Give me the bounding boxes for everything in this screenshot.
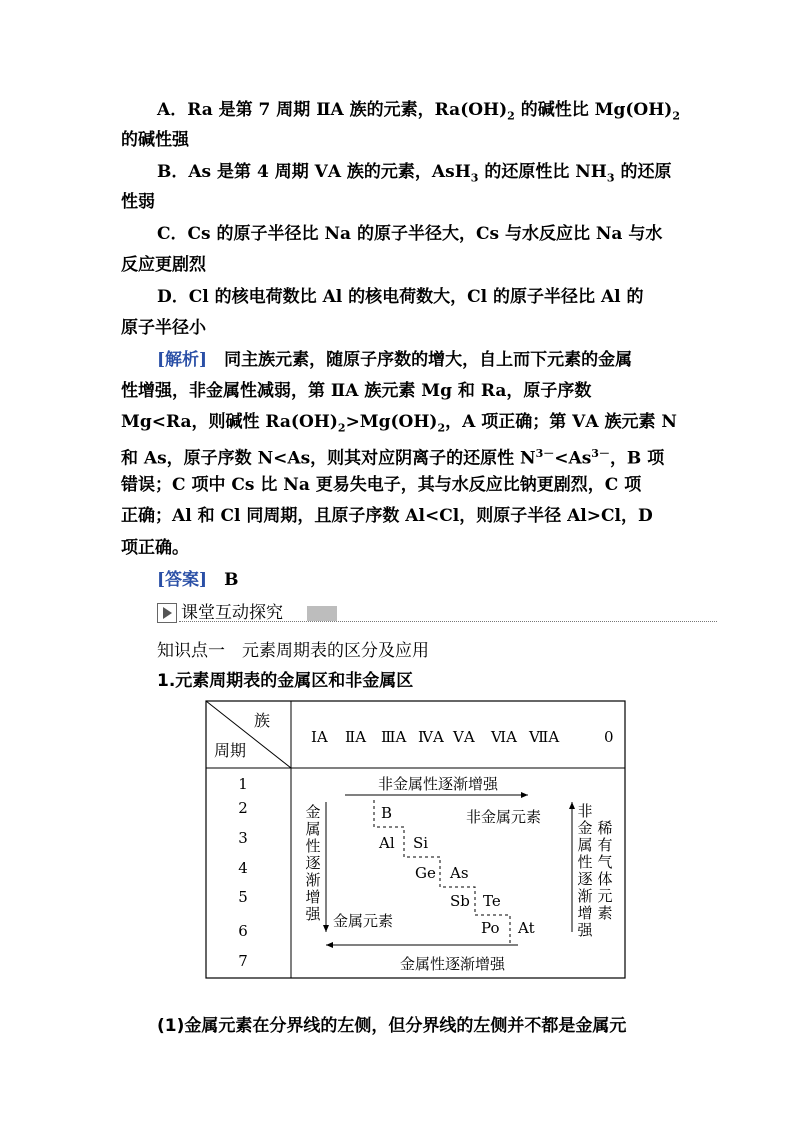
section-title: 课堂互动探究 [181, 603, 283, 623]
option-b-line-2: 性弱 [121, 192, 155, 212]
svg-text:金: 金 [577, 819, 593, 837]
element-symbol: Te [483, 892, 501, 910]
svg-text:渐: 渐 [305, 871, 321, 889]
analysis-line-1: [解析] 同主族元素，随原子序数的增大，自上而下元素的金属 [157, 350, 633, 370]
group-header: 0 [604, 728, 614, 746]
analysis-line-4: 和 As，原子序数 N<As，则其对应阴离子的还原性 $N^{3-}<As^{3-}$，B 项 [121, 447, 665, 469]
svg-text:性: 性 [305, 837, 321, 855]
period-number: 7 [238, 952, 248, 970]
element-symbol: As [450, 864, 469, 882]
element-symbol: Ge [415, 864, 436, 882]
noble-gas-label [597, 819, 612, 922]
group-header: ⅤA [453, 728, 475, 746]
option-d-line-1: D．Cl 的核电荷数比 Al 的核电荷数大，Cl 的原子半径比 Al 的 [157, 287, 644, 307]
period-number: 4 [238, 859, 248, 877]
element-symbol: Al [379, 834, 395, 852]
option-c-line-1: C．Cs 的原子半径比 Na 的原子半径大，Cs 与水反应比 Na 与水 [157, 224, 663, 244]
option-c-line-2: 反应更剧烈 [121, 255, 206, 275]
group-header: ⅡA [345, 728, 367, 746]
period-number: 6 [238, 922, 248, 940]
corner-period-label: 周期 [214, 741, 247, 760]
analysis-line-7: 项正确。 [121, 538, 189, 558]
analysis-line-6: 正确；Al 和 Cl 同周期，且原子序数 Al<Cl，则原子半径 Al>Cl，D [121, 506, 653, 526]
analysis-tag: [解析] [157, 350, 208, 370]
svg-text:渐: 渐 [577, 887, 593, 905]
svg-text:有: 有 [597, 836, 613, 854]
subheading: 1.元素周期表的金属区和非金属区 [157, 671, 414, 691]
svg-text:元: 元 [597, 887, 613, 905]
group-header: ⅦA [529, 728, 560, 746]
footer-line: (1)金属元素在分界线的左侧，但分界线的左侧并不都是金属元 [157, 1016, 627, 1036]
svg-text:强: 强 [577, 921, 593, 939]
period-numbers [238, 775, 248, 970]
analysis-line-2: 性增强，非金属性减弱，第 ⅡA 族元素 Mg 和 Ra，原子序数 [121, 381, 592, 401]
svg-text:属: 属 [577, 836, 593, 854]
bottom-arrow-label: 金属性逐渐增强 [400, 955, 506, 973]
period-number: 3 [238, 829, 248, 847]
group-header: ⅢA [381, 728, 407, 746]
element-symbol: At [518, 919, 535, 937]
svg-text:强: 强 [305, 905, 321, 923]
option-d-line-2: 原子半径小 [121, 318, 206, 338]
nonmetal-label: 非金属元素 [466, 808, 542, 826]
left-vertical-label [305, 803, 321, 923]
svg-text:体: 体 [597, 870, 613, 888]
svg-text:属: 属 [305, 820, 321, 838]
svg-text:气: 气 [597, 853, 613, 871]
answer-value: B [224, 570, 239, 590]
svg-text:素: 素 [597, 904, 613, 922]
element-symbol: B [381, 804, 393, 822]
analysis-line-3: Mg<Ra，则碱性 $Ra(OH)_2>Mg(OH)_2$，A 项正确；第 ⅤA 族元素 N [121, 412, 677, 435]
element-symbol: Po [481, 919, 500, 937]
group-header: ⅥA [491, 728, 517, 746]
svg-text:稀: 稀 [597, 819, 613, 837]
answer-tag: [答案] [157, 570, 208, 590]
svg-text:性: 性 [577, 853, 593, 871]
period-number: 2 [238, 799, 248, 817]
svg-text:增: 增 [577, 904, 593, 922]
knowledge-point-title: 知识点一 元素周期表的区分及应用 [157, 641, 429, 661]
svg-text:非: 非 [577, 802, 593, 820]
element-symbol: Si [413, 834, 429, 852]
corner-group-label: 族 [254, 711, 271, 730]
option-a-line-2: 的碱性强 [121, 130, 189, 150]
period-number: 5 [238, 888, 248, 906]
svg-text:逐: 逐 [305, 854, 321, 872]
group-header: ⅣA [418, 728, 444, 746]
option-a-line-1: A．Ra 是第 7 周期 ⅡA 族的元素，$Ra(OH)_2$ 的碱性比 $Mg(OH)_2$ [157, 100, 680, 123]
top-arrow-label: 非金属性逐渐增强 [378, 775, 499, 793]
analysis-line-5: 错误；C 项中 Cs 比 Na 更易失电子，其与水反应比钠更剧烈，C 项 [121, 475, 642, 495]
svg-text:增: 增 [305, 888, 321, 906]
element-symbol: Sb [450, 892, 470, 910]
metal-label: 金属元素 [333, 912, 394, 930]
svg-text:逐: 逐 [577, 870, 593, 888]
period-number: 1 [238, 775, 248, 793]
group-header: ⅠA [311, 728, 328, 746]
option-b-line-1: B．As 是第 4 周期 ⅤA 族的元素，AsH$_3$ 的还原性比 $NH_3$ 的还原 [157, 162, 672, 185]
right-vertical-label [577, 802, 593, 939]
group-headers [311, 728, 614, 746]
svg-text:金: 金 [305, 803, 321, 821]
